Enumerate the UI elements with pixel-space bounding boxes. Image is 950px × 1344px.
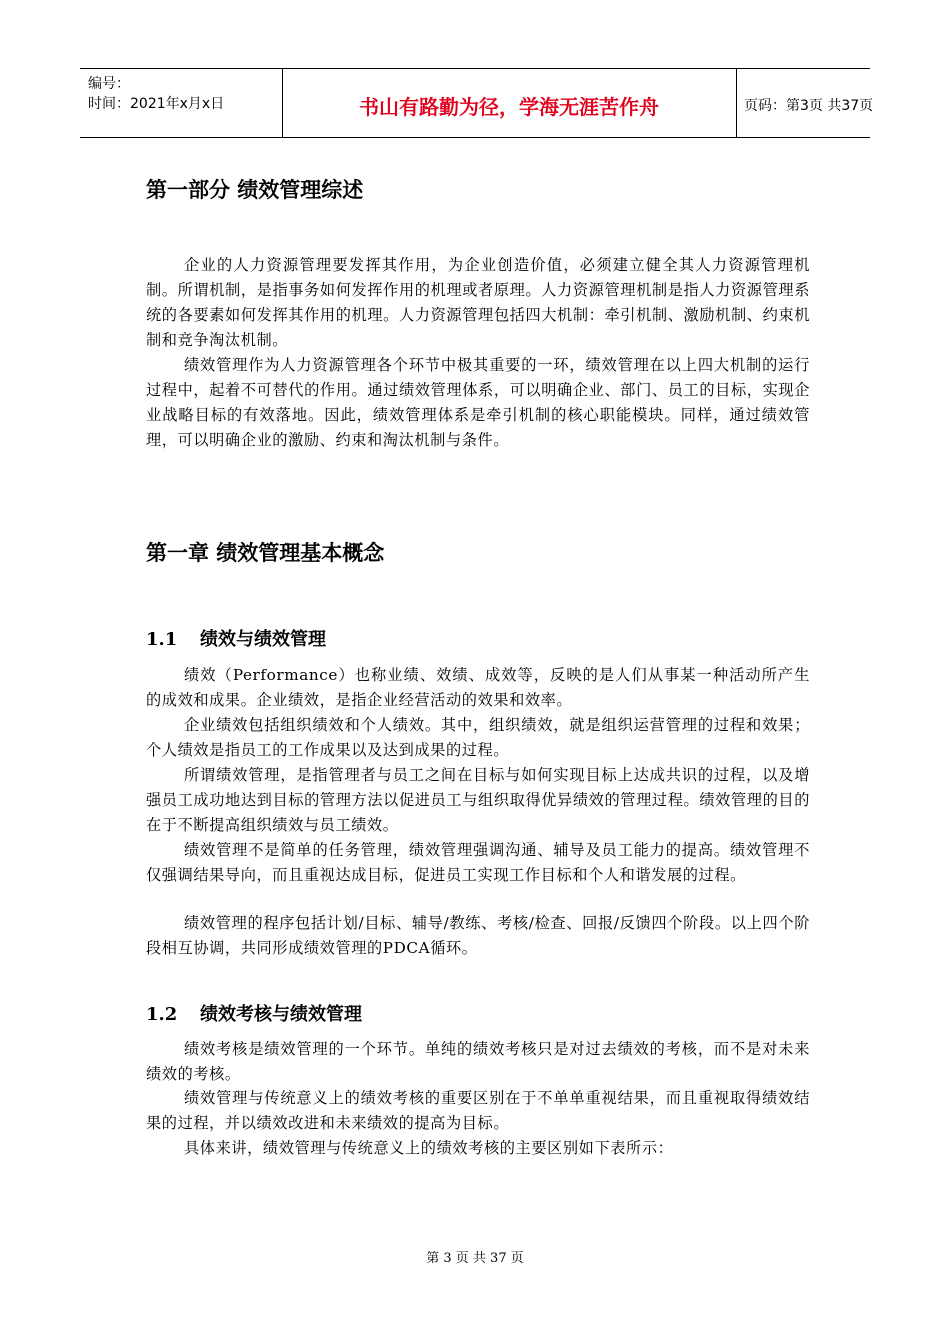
paragraph: 绩效管理作为人力资源管理各个环节中极其重要的一环，绩效管理在以上四大机制的运行过程中，起着不可替代的作用。通过绩效管理体系，可以明确企业、部门、员工的目标，实现企业战略目标的有效落地。因此，绩效管理体系是牵引机制的核心职能模块。同样，通过绩效管理，可以明确企业的激励、约束和淘汰机制与条件。 xyxy=(146,356,810,449)
number-label: 编号： xyxy=(88,76,130,92)
page-footer: 第 3 页 共 37 页 xyxy=(426,1251,524,1266)
section-number: 1.1 xyxy=(146,629,178,650)
header-page-cell xyxy=(736,69,874,137)
section-number: 1.2 xyxy=(146,1004,178,1025)
paragraph: 具体来讲，绩效管理与传统意义上的绩效考核的主要区别如下表所示： xyxy=(184,1139,674,1157)
page-info: 页码：第3页 共37页 xyxy=(744,98,874,114)
chapter-title: 第一章 绩效管理基本概念 xyxy=(146,541,385,565)
paragraph: 绩效考核是绩效管理的一个环节。单纯的绩效考核只是对过去绩效的考核，而不是对未来绩效的考核。 xyxy=(146,1040,810,1083)
section-heading-1-2 xyxy=(146,1000,362,1026)
part-title: 第一部分 绩效管理综述 xyxy=(146,178,364,202)
header-motto-cell xyxy=(282,69,737,137)
paragraph: 绩效（Performance）也称业绩、效绩、成效等，反映的是人们从事某一种活动所产生的成效和成果。企业绩效，是指企业经营活动的效果和效率。 xyxy=(146,666,810,709)
paragraph: 企业的人力资源管理要发挥其作用，为企业创造价值，必须建立健全其人力资源管理机制。所谓机制，是指事务如何发挥作用的机理或者原理。人力资源管理机制是指人力资源管理系统的各要素如何发挥其作用的机理。人力资源管理包括四大机制：牵引机制、激励机制、约束机制和竞争淘汰机制。 xyxy=(146,256,810,349)
section-title: 绩效与绩效管理 xyxy=(200,629,326,650)
motto: 书山有路勤为径，学海无涯苦作舟 xyxy=(359,95,659,119)
section-title: 绩效考核与绩效管理 xyxy=(200,1004,362,1025)
header-left-cell xyxy=(80,69,283,137)
document-header xyxy=(80,68,874,138)
paragraph: 所谓绩效管理，是指管理者与员工之间在目标与如何实现目标上达成共识的过程，以及增强员工成功地达到目标的管理方法以促进员工与组织取得优异绩效的管理过程。绩效管理的目的在于不断提高组织绩效与员工绩效。 xyxy=(146,766,810,834)
section-heading-1-1 xyxy=(146,625,326,651)
time-label: 时间：2021年x月x日 xyxy=(88,96,225,112)
paragraph: 绩效管理不是简单的任务管理，绩效管理强调沟通、辅导及员工能力的提高。绩效管理不仅强调结果导向，而且重视达成目标，促进员工实现工作目标和个人和谐发展的过程。 xyxy=(146,841,810,884)
paragraph: 绩效管理的程序包括计划/目标、辅导/教练、考核/检查、回报/反馈四个阶段。以上四个阶段相互协调，共同形成绩效管理的PDCA循环。 xyxy=(146,914,810,957)
paragraph: 绩效管理与传统意义上的绩效考核的重要区别在于不单单重视结果，而且重视取得绩效结果的过程，并以绩效改进和未来绩效的提高为目标。 xyxy=(146,1089,810,1132)
paragraph: 企业绩效包括组织绩效和个人绩效。其中，组织绩效，就是组织运营管理的过程和效果；个人绩效是指员工的工作成果以及达到成果的过程。 xyxy=(146,716,810,759)
